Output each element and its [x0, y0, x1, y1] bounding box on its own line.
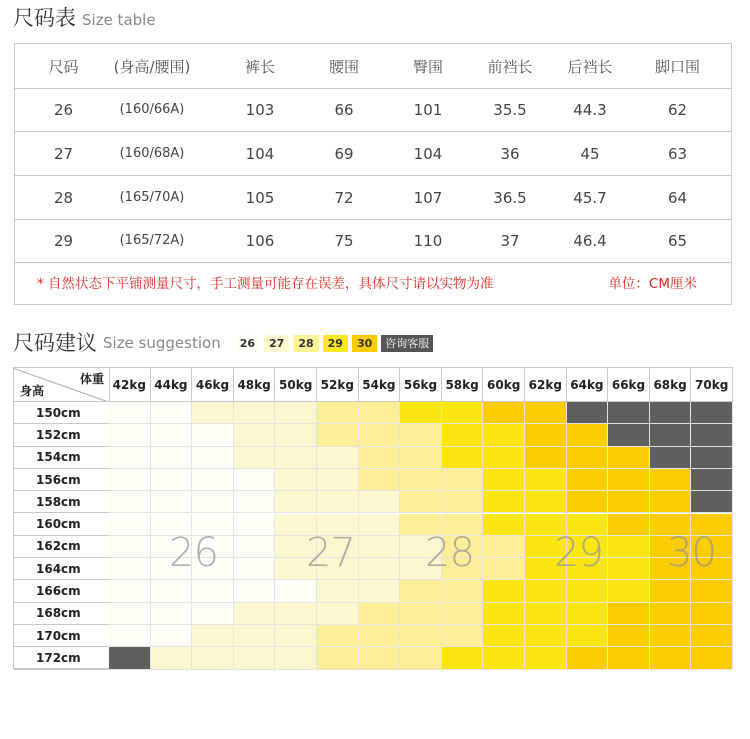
size-zone-label: 29 — [554, 530, 603, 576]
corner-weight-label: 体重 — [79, 372, 104, 386]
grid-cell — [109, 424, 151, 446]
weight-header: 68kg — [650, 368, 692, 402]
grid-cell — [234, 580, 276, 602]
grid-cell — [151, 580, 193, 602]
grid-cell — [650, 603, 692, 625]
grid-cell — [234, 603, 276, 625]
size-zone-label: 30 — [667, 530, 716, 576]
grid-cell — [400, 469, 442, 491]
grid-cell — [525, 424, 567, 446]
grid-cell — [525, 603, 567, 625]
grid-cell — [483, 469, 525, 491]
grid-cell — [109, 469, 151, 491]
grid-cell — [317, 469, 359, 491]
header-cell: 前裆长 — [487, 57, 533, 76]
table-cell: 35.5 — [493, 100, 527, 119]
legend-size-26: 26 — [235, 335, 260, 352]
grid-cell — [650, 424, 692, 446]
grid-cell — [275, 647, 317, 669]
grid-cell — [317, 580, 359, 602]
table-cell: (160/68A) — [119, 146, 185, 161]
grid-cell — [525, 469, 567, 491]
grid-cell — [275, 603, 317, 625]
grid-cell — [359, 558, 401, 580]
grid-cell — [109, 402, 151, 424]
table-cell: 101 — [413, 100, 443, 119]
size-suggestion-title-en: Size suggestion — [103, 334, 221, 352]
legend-size-28: 28 — [293, 335, 318, 352]
grid-cell — [275, 625, 317, 647]
grid-cell — [400, 447, 442, 469]
weight-header: 66kg — [608, 368, 650, 402]
grid-cell — [275, 447, 317, 469]
grid-cell — [567, 603, 609, 625]
grid-cell — [234, 558, 276, 580]
height-header: 170cm — [14, 625, 110, 647]
height-header: 162cm — [14, 536, 110, 558]
grid-cell — [234, 536, 276, 558]
weight-header: 50kg — [275, 368, 317, 402]
corner-height-label: 身高 — [20, 384, 45, 398]
grid-cell — [691, 447, 733, 469]
grid-cell — [525, 402, 567, 424]
grid-cell — [400, 491, 442, 513]
grid-cell — [567, 469, 609, 491]
grid-cell — [567, 402, 609, 424]
weight-header: 44kg — [151, 368, 193, 402]
grid-cell — [400, 647, 442, 669]
grid-cell — [192, 580, 234, 602]
grid-cell — [691, 647, 733, 669]
size-suggestion-title — [13, 330, 433, 356]
weight-header: 42kg — [109, 368, 151, 402]
grid-cell — [359, 514, 401, 536]
table-cell: 104 — [413, 144, 443, 163]
grid-cell — [109, 558, 151, 580]
grid-cell — [691, 469, 733, 491]
grid-cell — [109, 536, 151, 558]
grid-cell — [608, 514, 650, 536]
table-cell: 72 — [334, 188, 354, 207]
grid-cell — [192, 603, 234, 625]
grid-cell — [275, 491, 317, 513]
grid-cell — [650, 580, 692, 602]
grid-cell — [483, 491, 525, 513]
grid-cell — [234, 514, 276, 536]
grid-cell — [192, 647, 234, 669]
grid-cell — [567, 491, 609, 513]
grid-cell — [400, 402, 442, 424]
grid-cell — [483, 647, 525, 669]
grid-cell — [525, 647, 567, 669]
grid-cell — [691, 491, 733, 513]
table-cell: 103 — [245, 100, 275, 119]
grid-cell — [109, 447, 151, 469]
table-cell: 37 — [500, 231, 520, 250]
grid-cell — [234, 402, 276, 424]
grid-cell — [567, 625, 609, 647]
height-header: 172cm — [14, 647, 110, 669]
legend-consult-service: 咨询客服 — [381, 335, 433, 352]
grid-cell — [442, 580, 484, 602]
table-row — [15, 88, 731, 132]
legend-size-29: 29 — [323, 335, 348, 352]
table-cell: 105 — [245, 188, 275, 207]
weight-header: 62kg — [525, 368, 567, 402]
grid-cell — [192, 491, 234, 513]
grid-cell — [151, 625, 193, 647]
grid-cell — [608, 625, 650, 647]
grid-cell — [483, 536, 525, 558]
grid-cell — [442, 469, 484, 491]
legend-size-27: 27 — [264, 335, 289, 352]
grid-cell — [192, 625, 234, 647]
table-cell: 62 — [667, 100, 688, 119]
grid-cell — [525, 625, 567, 647]
table-cell: 36.5 — [493, 188, 527, 207]
grid-cell — [275, 402, 317, 424]
size-table-header-row — [15, 44, 731, 89]
grid-cell — [483, 424, 525, 446]
table-cell: 44.3 — [573, 100, 607, 119]
table-cell: (165/70A) — [119, 190, 185, 205]
grid-corner-header — [14, 368, 110, 402]
grid-cell — [359, 469, 401, 491]
grid-cell — [151, 647, 193, 669]
grid-cell — [608, 447, 650, 469]
grid-cell — [192, 469, 234, 491]
grid-cell — [359, 424, 401, 446]
grid-cell — [192, 447, 234, 469]
height-header: 156cm — [14, 469, 110, 491]
grid-cell — [650, 491, 692, 513]
grid-cell — [691, 402, 733, 424]
size-table-title-en: Size table — [82, 11, 156, 29]
grid-cell — [483, 558, 525, 580]
grid-cell — [483, 402, 525, 424]
table-cell: (165/72A) — [119, 233, 185, 248]
table-cell: 65 — [667, 231, 688, 250]
grid-cell — [483, 625, 525, 647]
grid-cell — [359, 447, 401, 469]
table-cell: 63 — [667, 144, 688, 163]
grid-cell — [567, 424, 609, 446]
legend-size-30: 30 — [352, 335, 377, 352]
grid-cell — [608, 402, 650, 424]
table-cell: 110 — [413, 231, 443, 250]
grid-cell — [151, 469, 193, 491]
grid-cell — [359, 536, 401, 558]
table-cell: 45.7 — [573, 188, 607, 207]
measurement-note: * 自然状态下平铺测量尺寸，手工测量可能存在误差，具体尺寸请以实物为准 — [37, 276, 494, 292]
grid-cell — [567, 580, 609, 602]
grid-cell — [317, 625, 359, 647]
header-cell: 尺码 — [48, 57, 79, 76]
grid-cell — [525, 447, 567, 469]
height-header: 166cm — [14, 580, 110, 602]
grid-cell — [151, 603, 193, 625]
grid-cell — [691, 424, 733, 446]
weight-header: 70kg — [691, 368, 733, 402]
grid-cell — [608, 647, 650, 669]
unit-label: 单位：CM厘米 — [608, 276, 697, 292]
grid-cell — [359, 647, 401, 669]
table-cell: 45 — [580, 144, 600, 163]
height-header: 152cm — [14, 424, 110, 446]
table-cell: 26 — [53, 100, 74, 119]
size-suggestion-title-cn: 尺码建议 — [13, 331, 97, 355]
grid-cell — [525, 491, 567, 513]
grid-cell — [608, 469, 650, 491]
grid-cell — [234, 625, 276, 647]
grid-cell — [608, 491, 650, 513]
grid-cell — [359, 580, 401, 602]
grid-cell — [275, 469, 317, 491]
grid-cell — [442, 603, 484, 625]
height-header: 158cm — [14, 491, 110, 513]
grid-cell — [109, 491, 151, 513]
table-cell: 64 — [667, 188, 688, 207]
table-cell: 29 — [53, 231, 74, 250]
grid-cell — [317, 603, 359, 625]
table-cell: 36 — [500, 144, 520, 163]
grid-cell — [483, 447, 525, 469]
table-cell: 69 — [334, 144, 354, 163]
grid-cell — [151, 447, 193, 469]
height-header: 164cm — [14, 558, 110, 580]
grid-cell — [442, 424, 484, 446]
weight-header: 48kg — [234, 368, 276, 402]
header-cell: 后裆长 — [567, 57, 613, 76]
weight-header: 56kg — [400, 368, 442, 402]
grid-cell — [234, 447, 276, 469]
grid-cell — [525, 580, 567, 602]
grid-cell — [192, 402, 234, 424]
grid-cell — [359, 603, 401, 625]
grid-cell — [234, 647, 276, 669]
grid-cell — [608, 536, 650, 558]
header-cell: 腰围 — [328, 57, 359, 76]
table-cell: 106 — [245, 231, 275, 250]
table-cell: (160/66A) — [119, 102, 185, 117]
grid-cell — [359, 625, 401, 647]
table-cell: 107 — [413, 188, 443, 207]
weight-header: 54kg — [359, 368, 401, 402]
size-table-title-cn: 尺码表 — [13, 6, 76, 30]
grid-cell — [608, 424, 650, 446]
grid-cell — [359, 402, 401, 424]
grid-cell — [400, 603, 442, 625]
size-suggestion-grid — [13, 367, 733, 669]
grid-cell — [151, 402, 193, 424]
grid-cell — [442, 491, 484, 513]
table-cell: 75 — [334, 231, 354, 250]
grid-cell — [400, 580, 442, 602]
grid-cell — [691, 580, 733, 602]
grid-cell — [151, 491, 193, 513]
table-cell: 66 — [334, 100, 354, 119]
table-row — [15, 219, 731, 263]
weight-header: 64kg — [567, 368, 609, 402]
height-header: 160cm — [14, 514, 110, 536]
grid-cell — [275, 580, 317, 602]
grid-cell — [567, 647, 609, 669]
size-zone-label: 26 — [169, 530, 218, 576]
height-header: 168cm — [14, 603, 110, 625]
grid-cell — [317, 402, 359, 424]
grid-cell — [109, 647, 151, 669]
table-cell: 28 — [53, 188, 74, 207]
grid-cell — [483, 603, 525, 625]
header-cell: 裤长 — [244, 57, 275, 76]
grid-cell — [650, 402, 692, 424]
table-cell: 104 — [245, 144, 275, 163]
grid-cell — [109, 603, 151, 625]
grid-cell — [483, 514, 525, 536]
table-row — [15, 132, 731, 176]
header-cell: (身高/腰围) — [113, 57, 191, 76]
grid-cell — [234, 491, 276, 513]
weight-header: 58kg — [442, 368, 484, 402]
weight-header: 46kg — [192, 368, 234, 402]
size-zone-label: 28 — [425, 530, 474, 576]
grid-cell — [691, 603, 733, 625]
grid-cell — [234, 424, 276, 446]
grid-cell — [109, 580, 151, 602]
grid-cell — [483, 580, 525, 602]
grid-cell — [109, 625, 151, 647]
header-cell: 脚口围 — [654, 57, 700, 76]
grid-cell — [442, 647, 484, 669]
grid-cell — [650, 625, 692, 647]
table-row — [15, 176, 731, 220]
grid-cell — [650, 469, 692, 491]
grid-cell — [192, 424, 234, 446]
grid-cell — [151, 424, 193, 446]
height-header: 154cm — [14, 447, 110, 469]
grid-cell — [317, 647, 359, 669]
grid-cell — [608, 558, 650, 580]
grid-cell — [317, 491, 359, 513]
grid-cell — [442, 625, 484, 647]
table-cell: 27 — [53, 144, 74, 163]
weight-header: 52kg — [317, 368, 359, 402]
grid-cell — [317, 447, 359, 469]
size-table-title — [13, 5, 156, 31]
grid-cell — [608, 580, 650, 602]
grid-cell — [275, 424, 317, 446]
header-cell: 臀围 — [412, 57, 443, 76]
height-header: 150cm — [14, 402, 110, 424]
grid-cell — [567, 447, 609, 469]
grid-cell — [400, 424, 442, 446]
size-zone-label: 27 — [306, 530, 355, 576]
size-table — [14, 43, 732, 305]
grid-cell — [442, 447, 484, 469]
grid-cell — [234, 469, 276, 491]
grid-cell — [650, 647, 692, 669]
grid-cell — [442, 402, 484, 424]
grid-cell — [400, 625, 442, 647]
grid-cell — [317, 424, 359, 446]
weight-header: 60kg — [483, 368, 525, 402]
grid-cell — [359, 491, 401, 513]
grid-cell — [691, 625, 733, 647]
grid-cell — [608, 603, 650, 625]
grid-cell — [650, 447, 692, 469]
table-cell: 46.4 — [573, 231, 607, 250]
grid-cell — [109, 514, 151, 536]
